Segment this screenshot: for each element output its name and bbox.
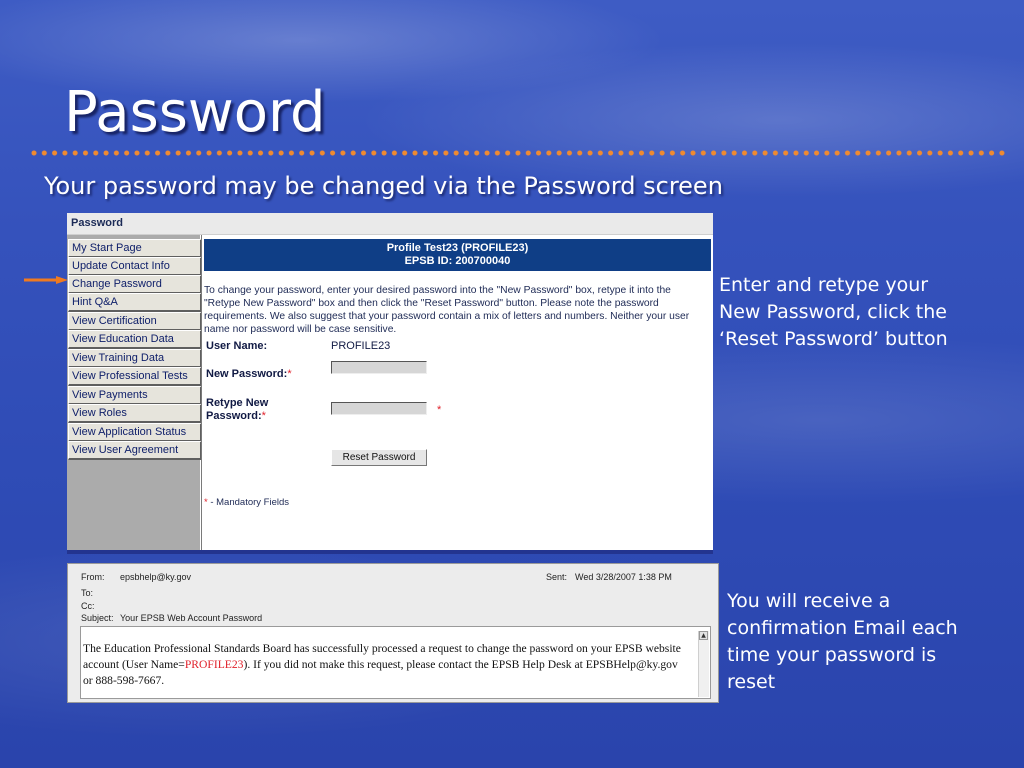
callout-reset-instructions: Enter and retype your New Password, click the ‘Reset Password’ button (719, 274, 948, 350)
sidebar-item-view-training-data[interactable]: View Training Data (68, 349, 202, 368)
sidebar-item-view-payments[interactable]: View Payments (68, 386, 202, 405)
retype-password-input[interactable] (331, 402, 427, 415)
sidebar-item-view-certification[interactable]: View Certification (68, 312, 202, 331)
slide-title: Password (64, 80, 326, 145)
window-header (67, 213, 713, 235)
sidebar-item-view-application-status[interactable]: View Application Status (68, 423, 202, 442)
sidebar-item-view-professional-tests[interactable]: View Professional Tests (68, 367, 202, 386)
email-cc-label: Cc: (81, 601, 95, 611)
email-scrollbar[interactable] (698, 631, 709, 697)
sidebar-item-view-education-data[interactable]: View Education Data (68, 330, 202, 349)
required-mark: * (437, 404, 442, 416)
profile-header (204, 239, 711, 271)
sidebar-item-view-roles[interactable]: View Roles (68, 404, 202, 423)
email-subject-value: Your EPSB Web Account Password (120, 613, 263, 623)
email-body (80, 626, 711, 699)
slide-subtitle: Your password may be changed via the Password screen (44, 172, 723, 200)
sidebar-item-hint-qa[interactable]: Hint Q&A (68, 293, 202, 312)
instructions-text: To change your password, enter your desired password into the "New Password" box, retype it into the "Retype New Password" box and then click the "Reset Password" button. Please note the password requirements. We also suggest that your password contain a mix of letters and numbers. Neither your user name nor password will be case sensitive. (204, 285, 690, 335)
main-pane (201, 235, 713, 550)
required-mark: * (204, 497, 208, 508)
email-subject-label: Subject: (81, 613, 114, 623)
email-from-value: epsbhelp@ky.gov (120, 572, 192, 582)
profile-name: Profile Test23 (PROFILE23) (386, 242, 529, 254)
sidebar-item-view-user-agreement[interactable]: View User Agreement (68, 441, 202, 460)
required-mark: * (261, 410, 266, 422)
sidebar-item-update-contact-info[interactable]: Update Contact Info (68, 257, 202, 276)
username-value: PROFILE23 (331, 340, 391, 352)
email-username: PROFILE23 (184, 658, 244, 671)
title-divider (30, 146, 1005, 160)
reset-password-button[interactable]: Reset Password (331, 449, 427, 466)
sidebar-item-change-password[interactable]: Change Password (68, 275, 202, 294)
confirmation-email (67, 563, 719, 703)
username-label: User Name: (206, 340, 268, 352)
email-sent-value: Wed 3/28/2007 1:38 PM (575, 572, 672, 582)
arrow-right-icon (24, 276, 68, 284)
sidebar (67, 235, 200, 550)
profile-id: EPSB ID: 200700040 (404, 255, 511, 267)
callout-confirmation-email: You will receive a confirmation Email each time your password is reset (727, 590, 958, 693)
scroll-up-arrow-icon[interactable]: ▲ (699, 631, 708, 640)
email-body-text: The Education Professional Standards Board has successfully processed a request to change the password on your EPSB website account (User Name=PROFILE23). If you did not make this request, please contact the EPSB Help Desk at EPSBHelp@ky.gov or 888-598-7667. (83, 642, 681, 687)
email-from-label: From: (81, 572, 105, 582)
new-password-label: New Password:* (206, 368, 292, 380)
window-title: Password (71, 217, 123, 229)
required-mark: * (287, 368, 292, 380)
mandatory-fields-note: * - Mandatory Fields (204, 497, 290, 508)
email-to-label: To: (81, 588, 94, 598)
new-password-input[interactable] (331, 361, 427, 374)
retype-password-label: Retype New Password:* (206, 397, 269, 422)
sidebar-item-my-start-page[interactable]: My Start Page (68, 239, 202, 258)
password-screen (67, 213, 713, 554)
email-sent-label: Sent: (546, 572, 568, 582)
